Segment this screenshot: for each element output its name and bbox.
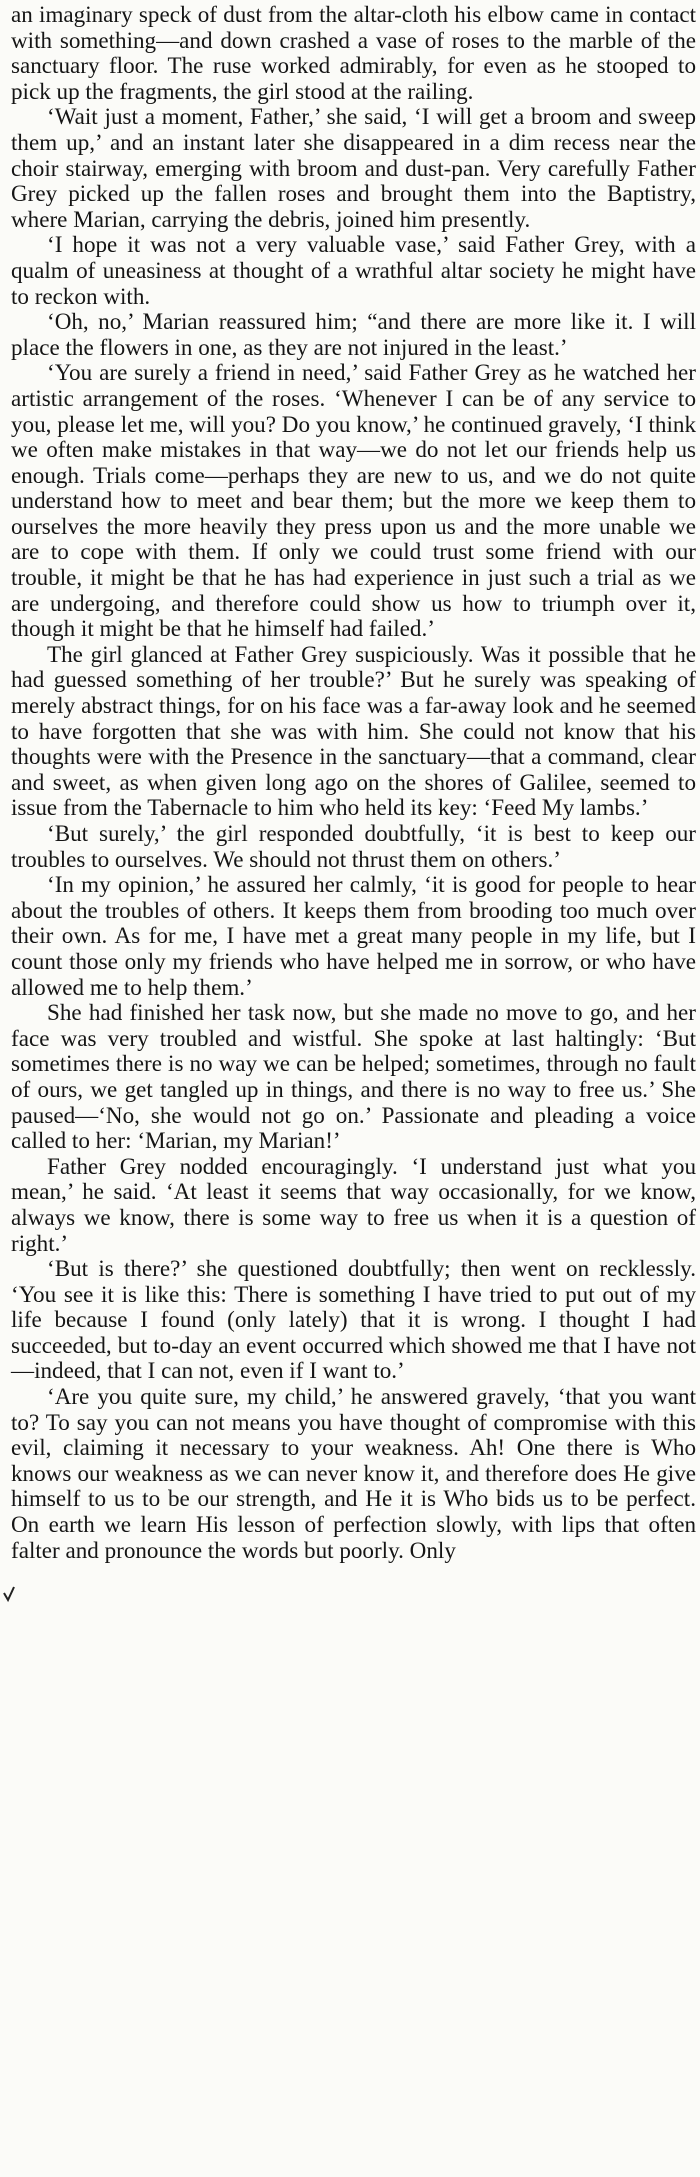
paragraph-6: The girl glanced at Father Grey suspiciously. Was it possible that he had guessed something of her trouble?’ But he surely was speaking of merely abstract things, for on his face was a far-away look and he seemed to have forgotten that she was with him. She could not know that his thoughts were with the Presence in the sanctuary—that a command, clear and sweet, as when given long ago on the shores of Galilee, seemed to issue from the Tabernacle to him who held its key: ‘Feed My lambs.’ <box>11 640 696 821</box>
paragraph-9: She had finished her task now, but she made no move to go, and her face was very troubled and wistful. She spoke at last haltingly: ‘But sometimes there is no way we can be helped; sometimes, through no fault of ours, we get tangled up in things, and there is no way to free us.’ She paused—‘No, she would not go on.’ Passionate and pleading a voice called to her: ‘Marian, my Marian!’ <box>11 999 696 1154</box>
margin-tick-mark <box>2 1584 16 1606</box>
text-column <box>11 2 696 1563</box>
paragraph-3: ‘I hope it was not a very valuable vase,’ said Father Grey, with a qualm of uneasiness at thought of a wrathful altar society he might have to reckon with. <box>11 231 696 309</box>
paragraph-10: Father Grey nodded encouragingly. ‘I understand just what you mean,’ he said. ‘At least it seems that way occasionally, for we know, always we know, there is some way to free us when it is a question of right.’ <box>11 1152 696 1256</box>
paragraph-7: ‘But surely,’ the girl responded doubtfully, ‘it is best to keep our troubles to ourselves. We should not thrust them on others.’ <box>11 820 696 872</box>
paragraph-4: ‘Oh, no,’ Marian reassured him; “and there are more like it. I will place the flowers in one, as they are not injured in the least.’ <box>11 308 696 360</box>
paragraph-1: an imaginary speck of dust from the altar-cloth his elbow came in contact with something—and down crashed a vase of roses to the marble of the sanctuary floor. The ruse worked admirably, for even as he stooped to pick up the fragments, the girl stood at the railing. <box>11 1 696 104</box>
paragraph-12: ‘Are you quite sure, my child,’ he answered gravely, ‘that you want to? To say you can not means you have thought of compromise with this evil, claiming it necessary to your weakness. Ah! One there is Who knows our weakness as we can never know it, and therefore does He give himself to us to be our strength, and He it is Who bids us to be perfect. On earth we learn His lesson of perfection slowly, with lips that often falter and pronounce the words but poorly. Only <box>11 1383 696 1563</box>
paragraph-2: ‘Wait just a moment, Father,’ she said, ‘I will get a broom and sweep them up,’ and an instant later she disappeared in a dim recess near the choir stairway, emerging with broom and dust-pan. Very carefully Father Grey picked up the fallen roses and brought them into the Baptistry, where Marian, carrying the debris, joined him presently. <box>11 103 696 232</box>
paragraph-11: ‘But is there?’ she questioned doubtfully; then went on recklessly. ‘You see it is like this: There is something I have tried to put out of my life because I found (only lately) that it is wrong. I thought I had succeeded, but to-day an event occurred which showed me that I have not—indeed, that I can not, even if I want to.’ <box>11 1255 696 1384</box>
paragraph-8: ‘In my opinion,’ he assured her calmly, ‘it is good for people to hear about the troubles of others. It keeps them from brooding too much over their own. As for me, I have met a great many people in my life, but I count those only my friends who have helped me in sorrow, or who have allowed me to help them.’ <box>11 871 696 1000</box>
paragraph-5: ‘You are surely a friend in need,’ said Father Grey as he watched her artistic arrangement of the roses. ‘Whenever I can be of any service to you, please let me, will you? Do you know,’ he continued gravely, ‘I think we often make mistakes in that way—we do not let our friends help us enough. Trials come—perhaps they are new to us, and we do not quite understand how to meet and bear them; but the more we keep them to ourselves the more heavily they press upon us and the more unable we are to cope with them. If only we could trust some friend with our trouble, it might be that he has had experience in just such a trial as we are undergoing, and therefore could show us how to triumph over it, though it might be that he himself had failed.’ <box>11 359 696 642</box>
